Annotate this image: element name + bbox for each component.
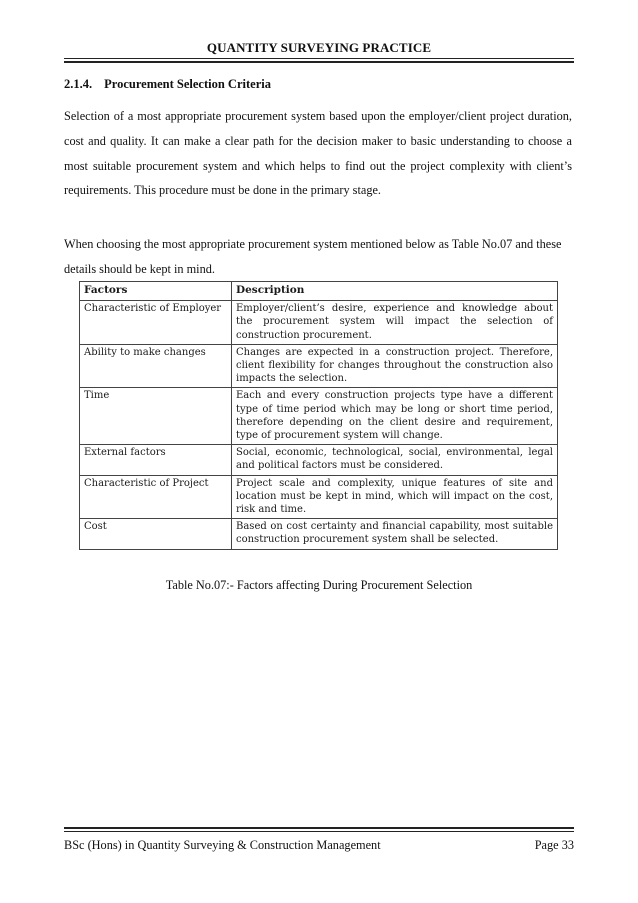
column-header-factors: Factors: [80, 282, 232, 301]
body-paragraph-2: When choosing the most appropriate procurement system mentioned below as Table No.07 and these details should be kept in mind.: [64, 237, 562, 276]
factors-table-container: [79, 281, 558, 550]
footer-page-number: Page 33: [534, 838, 574, 852]
header-rule-thick: [64, 61, 574, 63]
table-row: [80, 475, 558, 519]
section-heading: [64, 77, 271, 92]
table-row: [80, 344, 558, 388]
table-header-row: [80, 282, 558, 301]
factor-cell: Cost: [80, 519, 232, 549]
factor-cell: External factors: [80, 445, 232, 475]
table-caption: Table No.07:- Factors affecting During Procurement Selection: [165, 578, 473, 592]
column-header-description: Description: [232, 282, 558, 301]
section-title: Procurement Selection Criteria: [104, 77, 271, 91]
section-number: 2.1.4.: [64, 77, 93, 91]
description-cell: Social, economic, technological, social, environmental, legal and political factors must be considered.: [232, 445, 558, 475]
body-paragraph-1: Selection of a most appropriate procurement system based upon the employer/client project duration, cost and quality. It can make a clear path for the decision maker to basic understanding to choose a most suitable procurement system and which helps to find out the project complexity with client’s requirements. This procedure must be done in the primary stage.: [64, 109, 572, 198]
factor-cell: Time: [80, 388, 232, 445]
factors-table: [79, 281, 558, 550]
description-cell: Project scale and complexity, unique features of site and location must be kept in mind, which will impact on the cost, risk and time.: [232, 475, 558, 519]
table-row: [80, 388, 558, 445]
header-rule-thin: [64, 58, 574, 59]
description-cell: Each and every construction projects type have a different type of time period which may be long or short time period, therefore depending on the client desire and requirement, type of procurement system will change.: [232, 388, 558, 445]
table-row: [80, 301, 558, 345]
factor-cell: Ability to make changes: [80, 344, 232, 388]
footer-course-title: BSc (Hons) in Quantity Surveying & Construction Management: [64, 838, 381, 852]
table-row: [80, 519, 558, 549]
footer-rule-thick: [64, 827, 574, 829]
description-cell: Employer/client’s desire, experience and knowledge about the procurement system will impact the selection of construction procurement.: [232, 301, 558, 345]
footer-rule-thin: [64, 831, 574, 832]
description-cell: Based on cost certainty and financial capability, most suitable construction procurement system shall be selected.: [232, 519, 558, 549]
table-row: [80, 445, 558, 475]
description-cell: Changes are expected in a construction project. Therefore, client flexibility for changes throughout the construction also impacts the selection.: [232, 344, 558, 388]
factor-cell: Characteristic of Employer: [80, 301, 232, 345]
factor-cell: Characteristic of Project: [80, 475, 232, 519]
page-header-title: QUANTITY SURVEYING PRACTICE: [206, 40, 432, 55]
